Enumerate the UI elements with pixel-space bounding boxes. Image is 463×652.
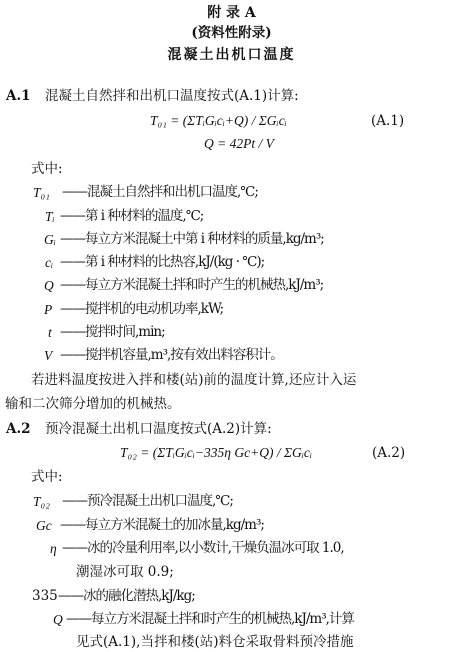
a1-def-text: ——每立方米混凝土中第 i 种材料的质量,kg/m³; — [60, 231, 324, 247]
a2-def-symbol: Q — [53, 612, 63, 627]
a2-def-symbol: η — [50, 541, 57, 556]
section-title: 混凝土出机口温度 — [167, 47, 296, 63]
a1-def-symbol: t — [48, 325, 52, 340]
a1-def-text: ——搅拌机的电动机功率,kW; — [60, 301, 224, 317]
a2-def-continuation: 潮湿冰可取 0.9; — [76, 564, 174, 580]
a2-heading-number: A.2 — [6, 421, 31, 437]
a1-heading-number: A.1 — [6, 88, 31, 104]
a1-def-text: ——搅拌机容量,m³,按有效出料容积计。 — [60, 347, 283, 363]
a1-def-text: ——搅拌时间,min; — [60, 324, 165, 340]
a2-where-label: 式中: — [31, 469, 63, 485]
a1-paragraph-line: 输和二次筛分增加的机械热。 — [5, 396, 181, 412]
a1-heading-text: 混凝土自然拌和出机口温度按式(A.1)计算: — [45, 88, 299, 104]
a1-def-text: ——每立方米混凝土拌和时产生的机械热,kJ/m³; — [60, 277, 324, 293]
a1-def-text: ——混凝土自然拌和出机口温度,℃; — [62, 184, 258, 200]
appendix-title: 附 录 A — [207, 5, 256, 21]
a2-formula-main: T₀₂ = (ΣTᵢGᵢcᵢ−335η Gc+Q) / ΣGᵢcᵢ — [120, 445, 312, 460]
a2-heading-text: 预冷混凝土出机口温度按式(A.2)计算: — [45, 421, 272, 437]
a1-where-label: 式中: — [31, 161, 63, 177]
a1-def-symbol: cᵢ — [45, 255, 54, 270]
a1-paragraph-line: 若进料温度按进入拌和楼(站)前的温度计算,还应计入运 — [31, 372, 357, 388]
a1-formula-q: Q = 42Pt / V — [204, 136, 274, 151]
a2-def-continuation: 见式(A.1),当拌和楼(站)料仓采取骨料预冷措施 — [76, 634, 354, 650]
a1-def-symbol: P — [44, 302, 53, 317]
a1-def-text: ——第 i 种材料的比热容,kJ/(kg · ℃); — [60, 254, 265, 270]
appendix-subtitle: (资料性附录) — [191, 25, 272, 41]
a2-formula-tag: (A.2) — [372, 445, 406, 461]
a2-def-symbol: 335 — [32, 588, 58, 604]
a2-def-symbol: Gc — [36, 518, 52, 533]
a2-def-text: ——每立方米混凝土的加冰量,kg/m³; — [60, 517, 264, 533]
a2-def-text: ——每立方米混凝土拌和时产生的机械热,kJ/m³,计算 — [66, 611, 354, 627]
a1-formula-main: T₀₁ = (ΣTᵢGᵢcᵢ+Q) / ΣGᵢcᵢ — [150, 113, 287, 128]
a1-def-symbol: Gᵢ — [44, 232, 56, 247]
a2-def-text: ——冰的冷量利用率,以小数计,干燥负温冰可取 1.0, — [62, 540, 344, 556]
a1-def-symbol: T₀₁ — [33, 185, 50, 200]
a2-def-symbol: T₀₂ — [33, 494, 50, 509]
a2-def-text: ——冰的融化潜热,kJ/kg; — [58, 588, 195, 604]
a1-def-symbol: V — [44, 348, 53, 363]
a1-def-symbol: Tᵢ — [45, 209, 55, 224]
a1-formula-tag: (A.1) — [371, 113, 405, 129]
a1-def-symbol: Q — [44, 278, 54, 293]
a2-def-text: ——预冷混凝土出机口温度,℃; — [62, 493, 233, 509]
a1-def-text: ——第 i 种材料的温度,℃; — [60, 208, 204, 224]
